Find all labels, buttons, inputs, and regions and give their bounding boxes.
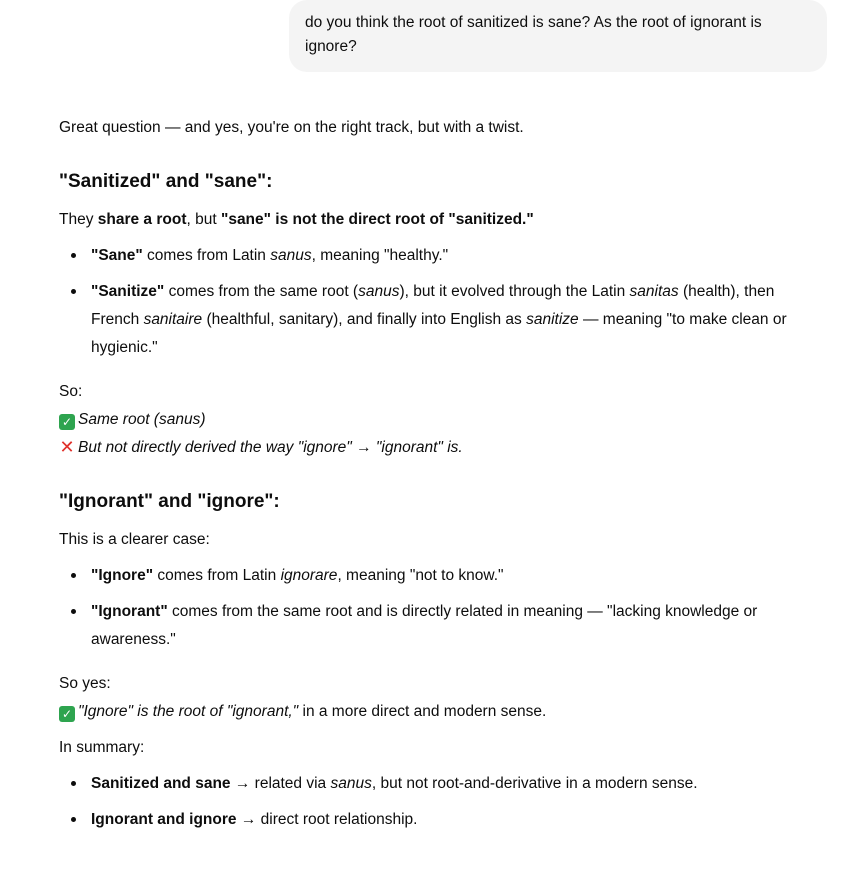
bullet-text: (health), then French — [91, 283, 775, 328]
bullet-text: → direct root relationship. — [236, 811, 418, 828]
bullet-text: , but not root-and-derivative in a modern sense. — [371, 775, 698, 792]
bullet-term: Sanitized and sane — [91, 775, 231, 792]
user-message-text: do you think the root of sanitized is sane? As the root of ignorant is ignore? — [305, 14, 762, 55]
check-line — [59, 698, 819, 726]
list-item — [59, 806, 819, 834]
bullet-term: "Ignore" — [91, 567, 154, 584]
response-intro: Great question — and yes, you're on the right track, but with a twist. — [59, 119, 524, 136]
bullet-text: — meaning "to make clean or hygienic." — [91, 311, 787, 356]
section2-bullet-list — [59, 562, 819, 654]
check-line — [59, 406, 819, 434]
summary-bullet-list — [59, 770, 819, 834]
list-item — [59, 278, 819, 362]
check-text: "Ignore" is the root of "ignorant," — [78, 703, 299, 720]
section1-bullet-list — [59, 242, 819, 362]
section-heading-ignorant: "Ignorant" and "ignore": — [59, 491, 280, 512]
bullet-text: ), but it evolved through the Latin — [399, 283, 630, 300]
bullet-term: Ignorant and ignore — [91, 811, 237, 828]
list-item — [59, 242, 819, 270]
check-text: Same root (sanus) — [78, 411, 206, 428]
bullet-italic: sanus — [330, 775, 372, 792]
so-label: So: — [59, 383, 83, 400]
bullet-term: "Sanitize" — [91, 283, 165, 300]
cross-icon: ✕ — [59, 437, 75, 457]
section-heading-sanitized: "Sanitized" and "sane": — [59, 171, 273, 192]
section1-lead — [59, 206, 819, 234]
bullet-text: (healthful, sanitary), and finally into English as — [202, 311, 527, 328]
user-message-bubble — [289, 0, 827, 72]
lead-bold: share a root — [97, 211, 187, 228]
bullet-text: → related via — [230, 775, 331, 792]
bullet-italic: sanus — [270, 247, 312, 264]
bullet-italic: sanitaire — [143, 311, 203, 328]
bullet-italic: sanitize — [526, 311, 579, 328]
bullet-italic: ignorare — [280, 567, 338, 584]
lead-text: , but — [186, 211, 221, 228]
lead-bold: "sane" is not the direct root of "sanitized." — [220, 211, 534, 228]
bullet-italic: sanitas — [629, 283, 679, 300]
list-item — [59, 770, 819, 798]
bullet-text: comes from the same root and is directly related in meaning — "lacking knowledge or awareness." — [91, 603, 758, 648]
cross-line — [59, 434, 819, 462]
section2-lead: This is a clearer case: — [59, 531, 210, 548]
bullet-term: "Sane" — [91, 247, 143, 264]
bullet-text: comes from Latin — [153, 567, 281, 584]
list-item — [59, 598, 819, 654]
bullet-italic: sanus — [358, 283, 400, 300]
list-item — [59, 562, 819, 590]
check-icon: ✓ — [59, 706, 75, 722]
bullet-term: "Ignorant" — [91, 603, 168, 620]
bullet-text: comes from the same root ( — [164, 283, 359, 300]
check-text-rest: in a more direct and modern sense. — [298, 703, 547, 720]
bullet-text: , meaning "not to know." — [337, 567, 504, 584]
check-icon: ✓ — [59, 414, 75, 430]
cross-text: But not directly derived the way "ignore" → "ignorant" is. — [78, 439, 463, 456]
lead-text: They — [59, 211, 98, 228]
bullet-text: comes from Latin — [142, 247, 271, 264]
assistant-response — [59, 114, 819, 834]
summary-label: In summary: — [59, 739, 145, 756]
so-yes-label: So yes: — [59, 675, 111, 692]
bullet-text: , meaning "healthy." — [311, 247, 449, 264]
